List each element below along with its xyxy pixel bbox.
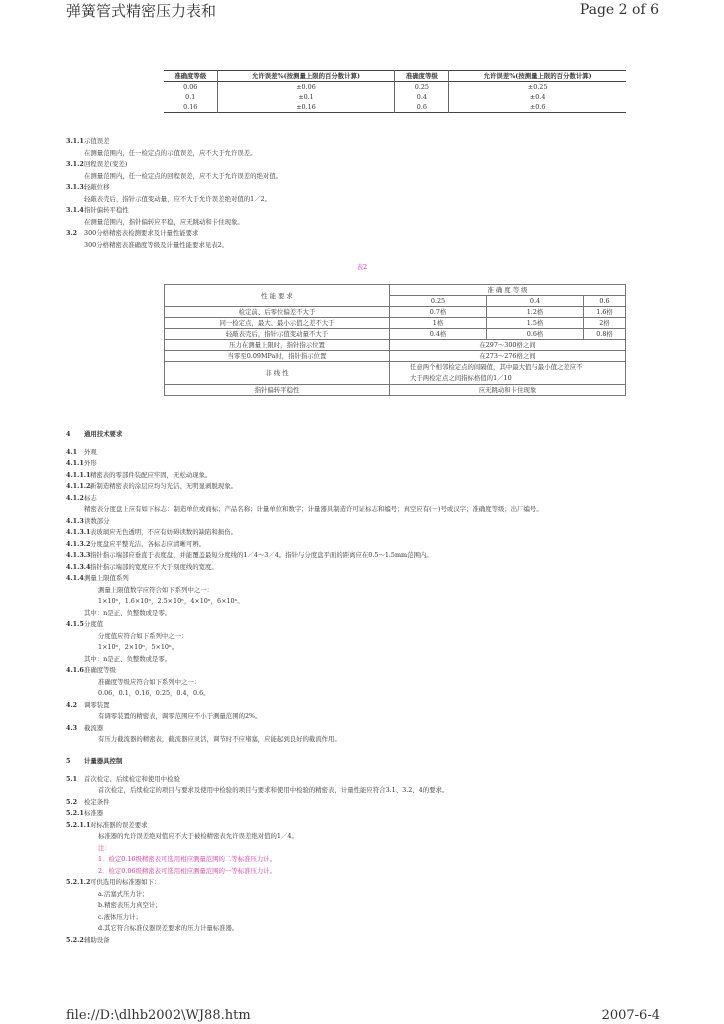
clause-number: 4.1.4	[66, 574, 84, 582]
clause-line	[66, 504, 543, 516]
clause-number: 4.1.6	[66, 666, 84, 674]
clause-number: 5.2.1.2	[66, 878, 91, 886]
clause-text: 准确度等级应符合如下系列中之一：	[98, 677, 201, 686]
clause-text: 分度盘应平整光洁，各标志应清晰可辨。	[90, 539, 206, 548]
clause-text: 可供选用的标准器如下：	[90, 878, 161, 886]
performance-table	[164, 284, 626, 396]
clause-line	[66, 493, 543, 505]
clause-number: 4.1.1.2	[66, 482, 91, 490]
clause-text: c.液体压力计；	[98, 912, 142, 921]
clause-number: 4.1.3.1	[66, 528, 91, 536]
clause-text: 测量上限值系列	[84, 574, 129, 582]
clause-text: a.活塞式压力计；	[98, 889, 149, 898]
clause-line	[66, 516, 543, 528]
clause-number: 4	[66, 430, 71, 438]
clause-line	[66, 136, 282, 148]
clause-line	[66, 585, 543, 597]
row-label: 检定前、后零位偏差不大于	[165, 307, 390, 318]
clause-text: 有调零装置的精密表，调零范围应不小于测量范围的2%。	[98, 712, 262, 720]
table-row	[165, 362, 626, 385]
clause-text: 300分格精密表准确度等级及计量性能要求见表2。	[84, 240, 229, 249]
clause-text: 示值误差	[84, 137, 110, 145]
clause-text: 标志	[84, 493, 97, 502]
table-header-row	[164, 71, 626, 82]
table-header: 准 确 度 等 级	[390, 285, 626, 296]
clause-text: 外形	[84, 459, 97, 467]
table-cell: 1格	[390, 318, 487, 329]
clause-number: 4.1.1	[66, 459, 84, 467]
clause-line	[66, 573, 543, 585]
clauses-section-4	[66, 423, 543, 746]
table-cell: 0.4	[395, 92, 449, 102]
clause-number: 3.1.3	[66, 183, 84, 191]
clause-line	[66, 539, 543, 551]
clause-line	[66, 562, 543, 574]
clause-line	[66, 550, 543, 562]
table-cell: ±0.4	[449, 92, 626, 102]
row-label: 同一检定点，最大、最小示值之差不大于	[165, 318, 390, 329]
clause-text: 表玻璃应无色透明，不应有妨碍读数的缺陷和损伤。	[90, 528, 237, 536]
table-row	[165, 307, 626, 318]
table-row	[165, 340, 626, 351]
table-header: 性 能 要 求	[165, 285, 390, 307]
clause-text: 辅助设备	[84, 935, 110, 944]
clause-line	[66, 665, 543, 677]
clause-line	[66, 912, 448, 924]
clause-line	[66, 194, 282, 206]
clause-line	[66, 843, 448, 855]
clause-text: 2．检定0.06级精密表可选用相应测量范围的一等标准压力计。	[98, 866, 277, 875]
table-cell: 1.2格	[487, 307, 584, 318]
clause-line	[66, 711, 543, 723]
table-caption: 表2	[356, 263, 368, 271]
clause-text: 分度值	[84, 620, 104, 628]
table-header: 允许误差%(按测量上限的百分数计算)	[217, 71, 395, 82]
clause-text: 指针偏转平稳性	[84, 206, 129, 214]
clause-number: 4.1.2	[66, 493, 84, 502]
clause-line	[66, 205, 282, 217]
clause-line	[66, 527, 543, 539]
clause-number: 4.1.3.3	[66, 551, 91, 559]
clause-text: 300分格精密表检测要求及计量性能要求	[84, 229, 199, 237]
grade-header: 0.6	[584, 296, 626, 307]
clause-line	[66, 631, 543, 643]
table-cell: 应无跳动和卡住现象	[390, 385, 626, 396]
clause-line	[66, 148, 282, 160]
clause-text: 轻敲位移	[84, 183, 110, 191]
table-row	[165, 385, 626, 396]
clause-text: 准确度等级	[84, 666, 116, 674]
table-row	[165, 329, 626, 340]
clause-number: 5.1	[66, 774, 78, 783]
clause-text: 指针指示端部的宽度应不大于刻度线的宽度。	[90, 562, 218, 571]
clause-text: 计量器具控制	[84, 757, 123, 765]
clause-text: d.其它符合标准仪器误差要求的压力计量标准器。	[98, 924, 239, 932]
print-date: 2007-6-4	[601, 1008, 660, 1023]
clause-text: 精密表分度盘上应有如下标志：制造单位或商标；产品名称；计量单位和数字；计量器具制造许可证标志和编号；真空应有(－)号或汉字；准确度等级；出厂编号。	[84, 505, 543, 513]
table-row	[164, 92, 626, 102]
clause-text: 调零装置	[84, 700, 110, 709]
clause-number: 5.2	[66, 797, 78, 806]
clause-line	[66, 182, 282, 194]
clause-number: 3.2	[66, 229, 78, 237]
clause-line	[66, 854, 448, 866]
clause-text: 指针指示端部应垂直于表度盘，并能覆盖最短分度线的1／4～3／4。指针与分度盘平面的距离应在0.5～1.5mm范围内。	[90, 551, 433, 559]
clause-line	[66, 785, 448, 797]
clause-text: 通用技术要求	[84, 430, 123, 438]
clause-text: 1．检定0.16级精密表可选用相应测量范围的二等标准压力计。	[98, 855, 277, 863]
clause-text: 回程误差(变差)	[84, 160, 128, 168]
clause-text: 检定条件	[84, 797, 110, 806]
clause-number: 4.1.5	[66, 620, 84, 628]
clause-line	[66, 866, 448, 878]
table-cell: 0.6格	[487, 329, 584, 340]
table-cell: 1.6格	[584, 307, 626, 318]
clause-line	[66, 608, 543, 620]
clause-text: 读数部分	[84, 516, 110, 525]
clauses-section-3	[66, 136, 282, 251]
clause-number: 4.1.1.1	[66, 470, 91, 479]
clause-number: 5.2.2	[66, 935, 84, 944]
clause-number: 3.1.2	[66, 160, 84, 168]
clause-line	[66, 889, 448, 901]
table-cell: 1.5格	[487, 318, 584, 329]
table-cell: 0.06	[183, 83, 198, 91]
clause-line	[66, 820, 448, 832]
clause-line	[66, 797, 448, 809]
clause-text: 1×10ⁿ，2×10ⁿ，5×10ⁿ。	[98, 643, 179, 651]
clause-line	[66, 447, 543, 459]
clause-text: 新制造精密表的涂层应均匀光洁、无明显剥脱现象。	[90, 482, 237, 490]
clause-line	[66, 677, 543, 689]
clause-number: 4.1.3	[66, 516, 84, 525]
clause-line	[66, 808, 448, 820]
table-cell: ±0.6	[449, 102, 626, 113]
clause-line	[66, 700, 543, 712]
clause-line	[66, 228, 282, 240]
clause-text: 标准器的允许误差绝对值应不大于被检精密表允许误差绝对值的1／4。	[98, 832, 298, 840]
table-header-row	[165, 285, 626, 296]
clause-number: 5.2.1.1	[66, 820, 91, 829]
clause-line	[66, 900, 448, 912]
clause-text: 首次检定，后续检定的项目与要求及使用中检验的项目与要求和使用中检验的精密表，计量性能应符合3.1、3.2、4的要求。	[98, 786, 449, 794]
clause-number: 3.1.1	[66, 137, 84, 145]
clause-line	[66, 596, 543, 608]
table-cell: 在297～300格之间	[390, 340, 626, 351]
table-cell: 2格	[584, 318, 626, 329]
clause-text: 在测量范围内，指针偏转应平稳，应无跳动和卡住现象。	[84, 217, 244, 226]
row-label: 轻敲表壳后，指针示值变动量不大于	[165, 329, 390, 340]
accuracy-table	[164, 70, 626, 113]
clause-text: 对标准器的误差要求	[90, 820, 148, 829]
clause-text: 在测量范围内，任一检定点的示值误差，应不大于允许误差。	[84, 148, 257, 157]
clause-text: 截流器	[84, 723, 104, 732]
document-title: 弹簧管式精密压力表和	[66, 2, 217, 20]
table-header: 准确度等级	[174, 72, 207, 80]
clause-number: 3.1.4	[66, 206, 84, 214]
file-path: file://D:\dlhb2002\WJ88.htm	[66, 1008, 251, 1023]
clause-line	[66, 723, 543, 735]
clause-number: 4.1.3.2	[66, 539, 91, 548]
clause-line	[66, 619, 543, 631]
table-row	[165, 351, 626, 362]
clause-number: 4.1.3.4	[66, 562, 91, 571]
clause-text: 分度值应符合如下系列中之一：	[98, 631, 188, 640]
clause-number: 4.3	[66, 723, 78, 732]
clause-text: 0.06，0.1，0.16，0.25，0.4，0.6。	[98, 689, 210, 697]
clause-text: 外观	[84, 447, 97, 456]
clause-line	[66, 831, 448, 843]
table-cell: 0.6	[395, 102, 449, 113]
grade-header: 0.4	[487, 296, 584, 307]
clause-line	[66, 935, 448, 947]
clause-text: 其中：n是正、负整数或是零。	[84, 654, 172, 663]
table-row	[165, 318, 626, 329]
clause-text: b.精密表压力真空计；	[98, 901, 162, 909]
clause-line	[66, 481, 543, 493]
clause-text: 标准器	[84, 809, 104, 817]
clause-line	[66, 877, 448, 889]
clause-number: 4.1	[66, 447, 78, 456]
clause-line	[66, 458, 543, 470]
clause-text: 1×10ⁿ，1.6×10ⁿ，2.5×10ⁿ，4×10ⁿ，6×10ⁿ。	[98, 597, 244, 605]
grade-header: 0.25	[390, 296, 487, 307]
row-label: 压力在测量上限时，指针指示位置	[165, 340, 390, 351]
clause-line	[66, 470, 543, 482]
table-cell: 0.16	[183, 103, 198, 111]
clause-number: 4.2	[66, 700, 78, 709]
clause-line	[66, 217, 282, 229]
clause-line	[66, 734, 543, 746]
table-row	[164, 102, 626, 113]
row-label: 当零至0.09MPa时，指针指示位置	[165, 351, 390, 362]
clause-text: 首次检定、后续检定和使用中检验	[84, 774, 180, 783]
table-cell: 0.1	[185, 93, 196, 101]
table-cell: 任意两个相邻检定点的间隔值，其中最大值与最小值之差应不大于两检定点之间指标格值的1／10	[390, 362, 626, 385]
clause-line	[66, 171, 282, 183]
row-label: 指针偏转平稳性	[165, 385, 390, 396]
clause-line	[66, 654, 543, 666]
clause-line	[66, 429, 543, 441]
table-header: 允许误差%(按测量上限的百分数计算)	[449, 71, 626, 82]
clause-text: 其中：n是正、负整数或是零。	[84, 608, 172, 617]
table-cell: 0.4格	[390, 329, 487, 340]
clause-text: 轻敲表壳后，指针示值变动量，应不大于允许误差绝对值的1／2。	[84, 194, 272, 203]
table-header: 准确度等级	[395, 71, 449, 82]
clause-line	[66, 642, 543, 654]
table-cell: ±0.1	[217, 92, 395, 102]
table-cell: 0.7格	[390, 307, 487, 318]
clause-text: 在测量范围内，任一检定点的回程误差，应不大于允许误差的绝对值。	[84, 171, 283, 180]
table-cell: 在273～276格之间	[390, 351, 626, 362]
clause-text: 有压力截流器的精密表，截流器应灵活，调节时不应堵塞，应能起到良好的截流作用。	[98, 735, 341, 743]
row-label: 非 线 性	[165, 362, 390, 385]
clause-text: 测量上限值数字应符合如下系列中之一：	[98, 585, 214, 594]
clause-line	[66, 240, 282, 252]
clause-line	[66, 688, 543, 700]
clause-text: 注：	[98, 843, 111, 852]
clause-line	[66, 923, 448, 935]
table-cell: 0.8格	[584, 329, 626, 340]
table-row	[164, 82, 626, 93]
table-cell: ±0.06	[217, 82, 395, 93]
clause-line	[66, 159, 282, 171]
page-number: Page 2 of 6	[579, 2, 659, 18]
clauses-section-5	[66, 756, 448, 946]
table-cell: 0.25	[395, 82, 449, 93]
table-cell: ±0.16	[217, 102, 395, 113]
clause-text: 精密表的零部件装配应牢固，无松动现象。	[90, 470, 212, 479]
clause-line	[66, 756, 448, 768]
clause-number: 5	[66, 757, 71, 765]
clause-line	[66, 774, 448, 786]
clause-number: 5.2.1	[66, 809, 84, 817]
table-cell: ±0.25	[449, 82, 626, 93]
